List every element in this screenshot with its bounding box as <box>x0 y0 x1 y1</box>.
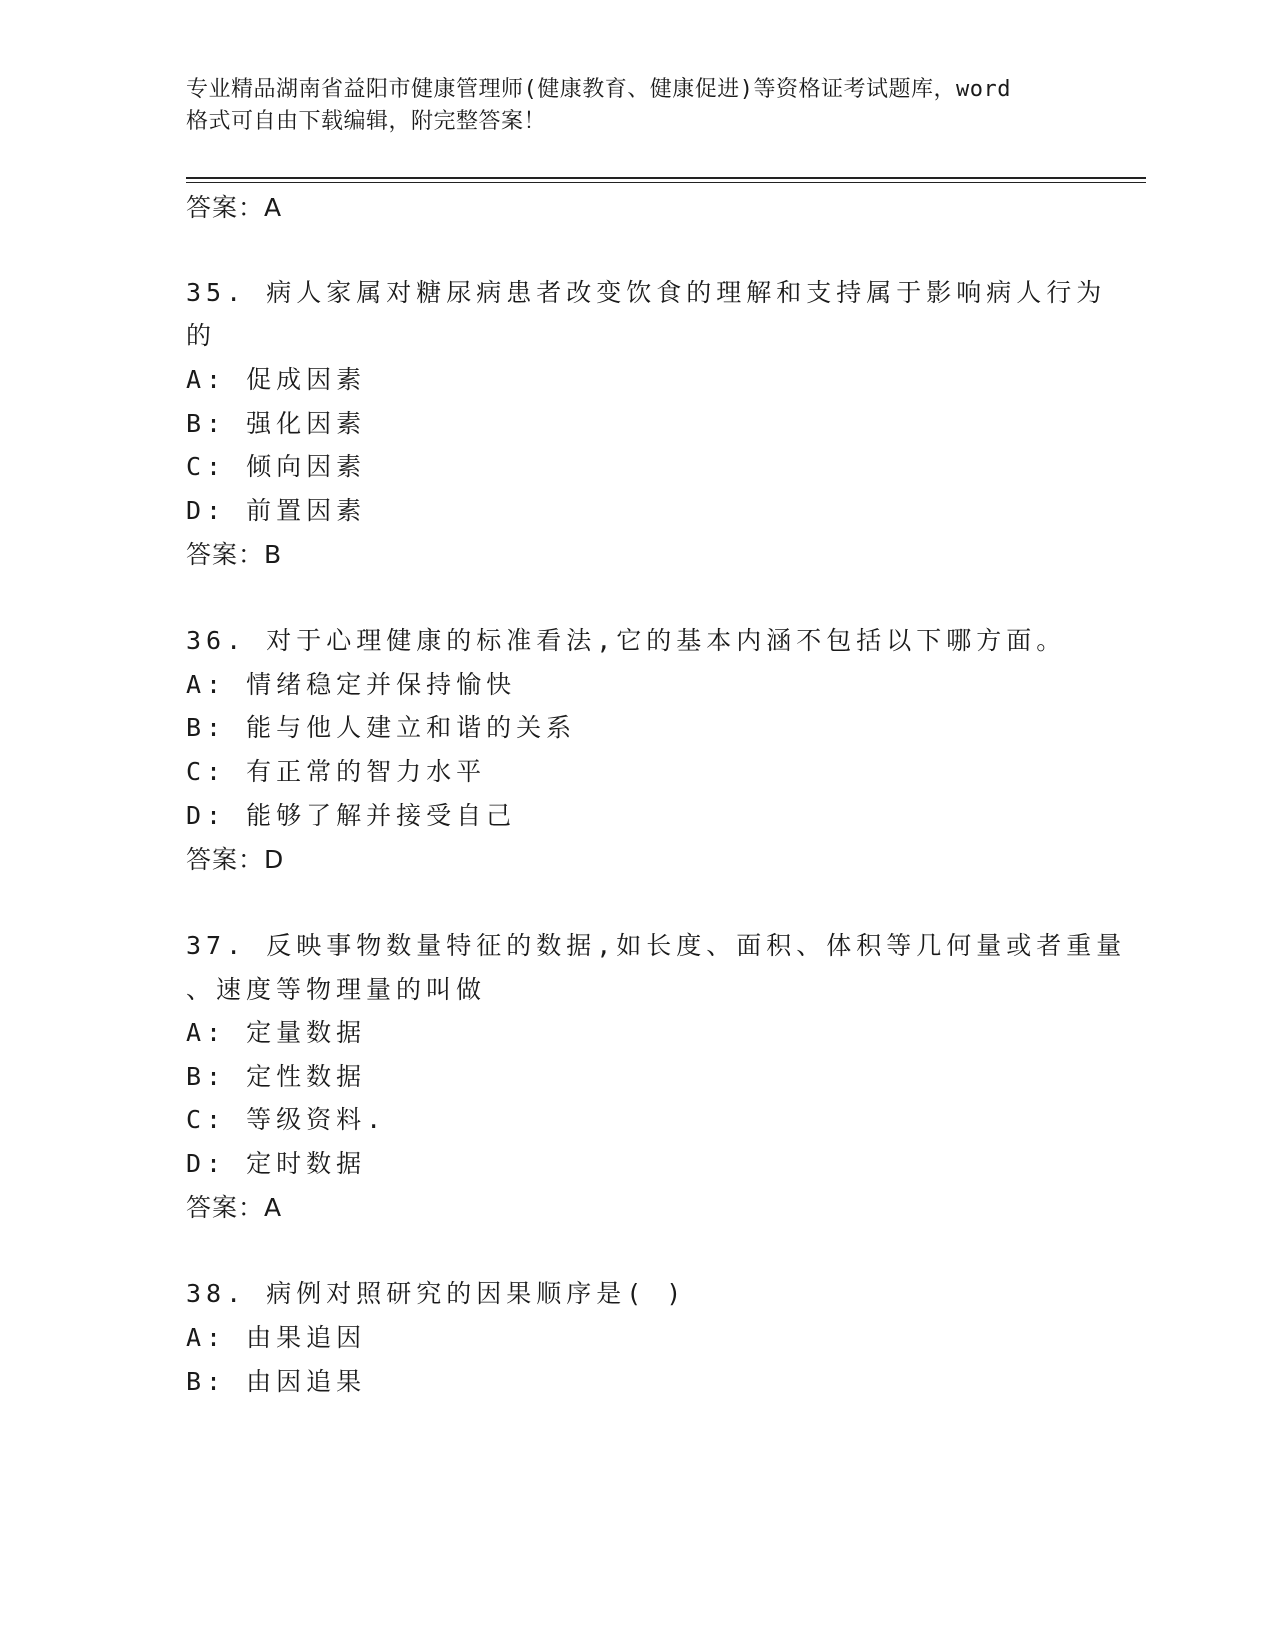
question-35-text: 35. 病人家属对糖尿病患者改变饮食的理解和支持属于影响病人行为 <box>186 278 1107 307</box>
header-rule-thick <box>186 177 1146 179</box>
document-header <box>186 74 1086 138</box>
question-35-option-b: B: 强化因素 <box>186 409 367 438</box>
question-38-option-b: B: 由因追果 <box>186 1367 367 1396</box>
question-37-continuation: 、速度等物理量的叫做 <box>186 975 487 1004</box>
question-37-option-b: B: 定性数据 <box>186 1062 367 1091</box>
answer-37: 答案：A <box>186 1193 283 1222</box>
question-36-option-a: A: 情绪稳定并保持愉快 <box>186 670 517 699</box>
question-37-option-d: D: 定时数据 <box>186 1149 367 1178</box>
question-36-text: 36. 对于心理健康的标准看法,它的基本内涵不包括以下哪方面。 <box>186 626 1067 655</box>
question-37-option-c: C: 等级资料. <box>186 1105 387 1134</box>
answer-34: 答案：A <box>186 193 283 222</box>
question-38-text: 38. 病例对照研究的因果顺序是( ) <box>186 1279 687 1308</box>
question-35-option-c: C: 倾向因素 <box>186 452 367 481</box>
header-line-2: 格式可自由下载编辑，附完整答案！ <box>186 109 547 134</box>
header-line-1: 专业精品湖南省益阳市健康管理师(健康教育、健康促进)等资格证考试题库，word <box>186 77 1011 102</box>
answer-36: 答案：D <box>186 845 285 874</box>
header-rule-thin <box>186 182 1146 183</box>
question-36-option-d: D: 能够了解并接受自己 <box>186 801 517 830</box>
question-36-option-b: B: 能与他人建立和谐的关系 <box>186 713 577 742</box>
question-37-text: 37. 反映事物数量特征的数据,如长度、面积、体积等几何量或者重量 <box>186 931 1127 960</box>
question-38-option-a: A: 由果追因 <box>186 1323 367 1352</box>
question-37-option-a: A: 定量数据 <box>186 1018 367 1047</box>
question-35-option-a: A: 促成因素 <box>186 365 367 394</box>
answer-35: 答案：B <box>186 540 283 569</box>
question-35-continuation: 的 <box>186 321 217 350</box>
question-36-option-c: C: 有正常的智力水平 <box>186 757 487 786</box>
question-35-option-d: D: 前置因素 <box>186 496 367 525</box>
